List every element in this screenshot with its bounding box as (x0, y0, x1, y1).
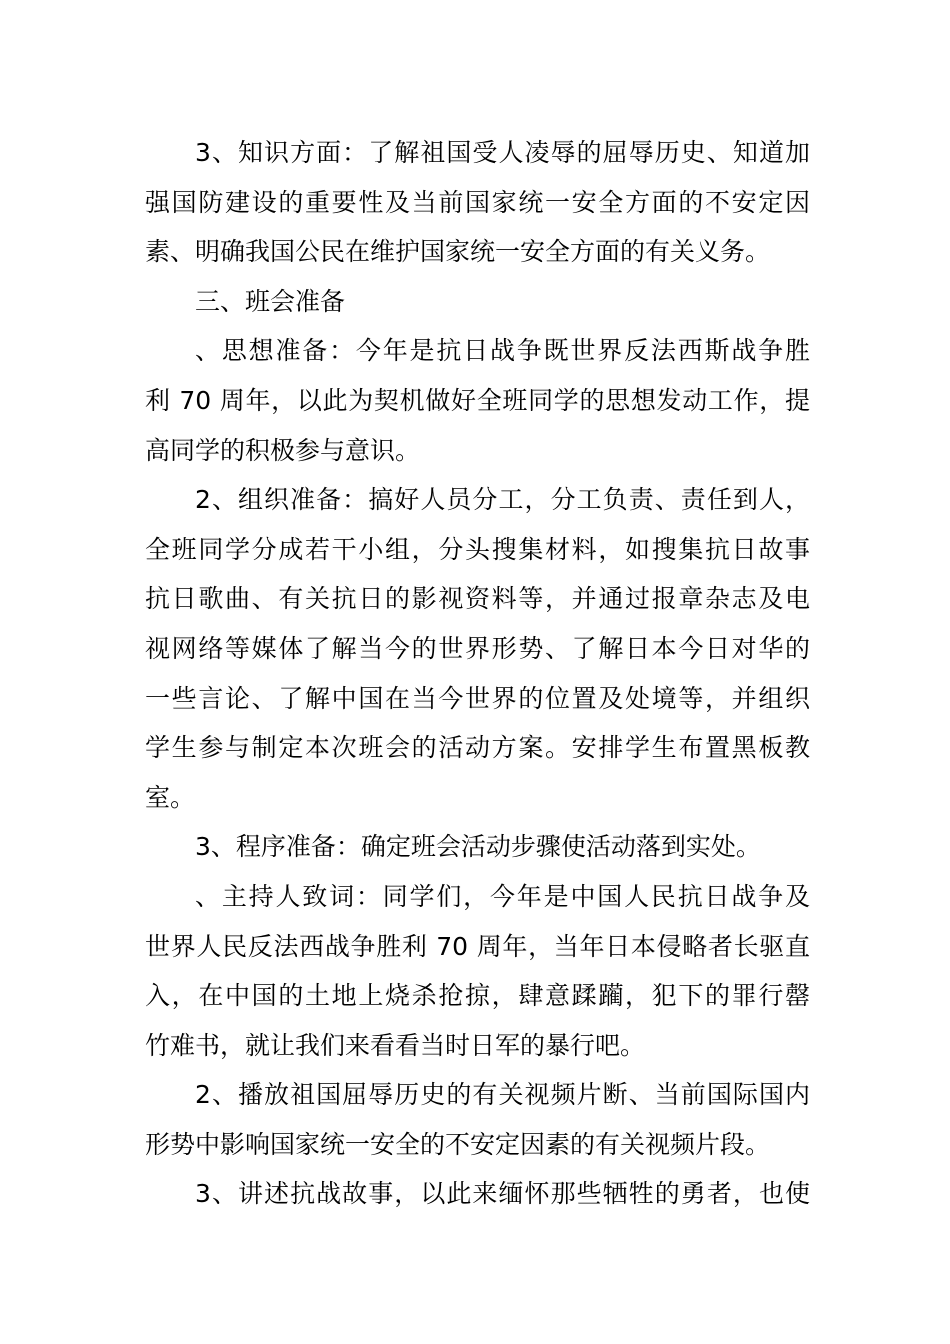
text-line: 3、程序准备：确定班会活动步骤使活动落到实处。 (195, 832, 761, 862)
text-line: 强国防建设的重要性及当前国家统一安全方面的不安定因 (145, 187, 810, 217)
text-line: 、思想准备：今年是抗日战争既世界反法西斯战争胜 (195, 336, 810, 366)
text-line: 、主持人致词：同学们，今年是中国人民抗日战争及 (195, 881, 810, 911)
text-line: 全班同学分成若干小组，分头搜集材料，如搜集抗日故事 (145, 534, 810, 564)
text-line: 利 70 周年，以此为契机做好全班同学的思想发动工作，提 (145, 385, 810, 415)
text-line: 世界人民反法西战争胜利 70 周年，当年日本侵略者长驱直 (145, 931, 810, 961)
text-line: 3、讲述抗战故事，以此来缅怀那些牺牲的勇者，也使 (195, 1179, 810, 1209)
text-line: 形势中影响国家统一安全的不安定因素的有关视频片段。 (145, 1129, 771, 1159)
section-heading: 三、班会准备 (195, 286, 346, 316)
text-line: 3、知识方面：了解祖国受人凌辱的屈辱历史、知道加 (195, 138, 810, 167)
text-line: 一些言论、了解中国在当今世界的位置及处境等，并组织 (145, 683, 810, 713)
text-line: 2、组织准备：搞好人员分工，分工负责、责任到人， (195, 485, 810, 515)
text-line: 学生参与制定本次班会的活动方案。安排学生布置黑板教 (145, 733, 810, 763)
text-line: 室。 (145, 782, 196, 812)
text-line: 抗日歌曲、有关抗日的影视资料等，并通过报章杂志及电 (145, 584, 810, 614)
text-line: 2、播放祖国屈辱历史的有关视频片断、当前国际国内 (195, 1080, 810, 1110)
document-body (145, 128, 810, 1219)
text-line: 入，在中国的土地上烧杀抢掠，肆意蹂躏，犯下的罪行罄 (145, 981, 810, 1011)
text-line: 视网络等媒体了解当今的世界形势、了解日本今日对华的 (145, 633, 810, 663)
text-line: 竹难书，就让我们来看看当时日军的暴行吧。 (145, 1030, 646, 1060)
text-line: 高同学的积极参与意识。 (145, 435, 421, 465)
text-line: 素、明确我国公民在维护国家统一安全方面的有关义务。 (145, 237, 771, 267)
